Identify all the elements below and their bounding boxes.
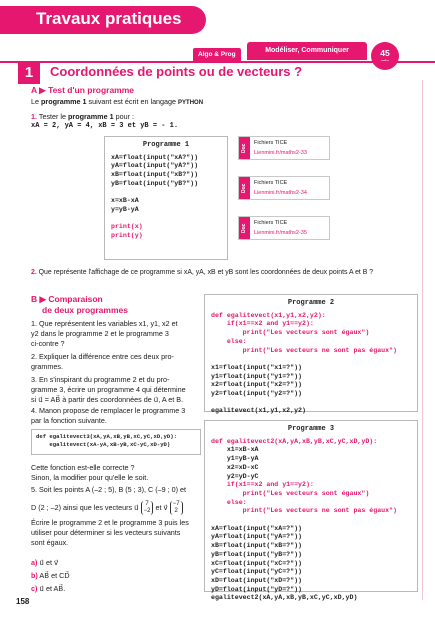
answer-a (31, 558, 70, 568)
doc-tab: Doc (239, 177, 250, 199)
code-line: yA=float(input("yA?")) (111, 162, 199, 170)
line: y2 dans le programme 2 et le programme 3 (31, 329, 169, 338)
exercise-number: 1 (18, 62, 40, 84)
program-3-title: Programme 3 (287, 425, 335, 433)
answer-c (31, 584, 70, 594)
code-line: yD=float(input("yD=?")) (211, 585, 303, 593)
tice-link-2[interactable] (238, 176, 330, 200)
part-a-q1-values: xA = 2, yA = 4, xB = 3 et yB = - 1. (31, 122, 179, 130)
q-number: 2. (31, 269, 37, 276)
code-line: yC=float(input("yC=?")) (211, 568, 303, 576)
intro-bold: programme 1 (41, 97, 87, 106)
doc-tab: Doc (239, 137, 250, 159)
code-line: print("Les vecteurs ne sont pas égaux") (211, 507, 397, 515)
code-line: egalitevect2(xA,yA,xB,yB,xC,yC,xD,yD) (211, 594, 358, 602)
skill-tag: Modéliser, Communiquer (247, 42, 367, 60)
code-line: def egalitevect(x1,y1,x2,y2): (211, 311, 326, 319)
part-b-q2 (31, 352, 197, 372)
part-b-q5 (31, 485, 203, 548)
tice-url: Lienmini.fr/maths2-34 (254, 190, 307, 196)
line: 2. Expliquer la différence entre ces deux pro- (31, 352, 174, 361)
code-line: xB=float(input("xB=?")) (211, 542, 303, 550)
code-line: y1=float(input("y1=?")) (211, 372, 303, 380)
code-line: print(y) (111, 232, 143, 240)
coord: 2 (174, 508, 178, 514)
code-line: xD=float(input("xD=?")) (211, 576, 303, 584)
et-word: et (155, 502, 162, 512)
q-number: 1. (31, 112, 37, 121)
code-line: y2=yD-yC (211, 472, 259, 480)
python-label: PYTHON (178, 100, 204, 106)
code-line: yA=float(input("yA=?")) (211, 533, 303, 541)
header-rule (0, 61, 435, 63)
line: grammes. (31, 362, 63, 371)
program-2-box (204, 294, 418, 415)
part-b-q4 (31, 406, 201, 426)
code-line: xA=float(input("xA=?")) (211, 524, 303, 532)
line: par la fonction suivante. (31, 416, 107, 425)
tice-label: Fichiers TICE (254, 180, 288, 186)
program-3-box (204, 420, 418, 602)
vector-u: u⃗ (134, 502, 139, 512)
code-line: x=xB-xA (111, 197, 139, 205)
code-line (211, 516, 411, 525)
code-line: x2=xD-xC (211, 463, 259, 471)
tice-link-3[interactable] (238, 216, 330, 240)
coord: −2 (143, 508, 151, 514)
line: si u⃗ = AB⃗ à partir des coordonnées de u⃗, A et B. (31, 395, 184, 404)
answer-text: u⃗ et v⃗ (39, 558, 59, 567)
tice-label: Fichiers TICE (254, 140, 288, 146)
line: Sinon, la modifier pour qu'elle le soit. (31, 473, 149, 482)
code-line: xC=float(input("xC=?")) (211, 559, 303, 567)
answer-text: u⃗ et AB⃗. (39, 584, 66, 593)
q-text: Que représente l'affichage de ce programme si xA, yA, xB et yB sont les coordonnées de deux points A et B ? (36, 269, 374, 276)
answer-b (31, 571, 70, 581)
part-b-title-2: de deux programmes (42, 305, 128, 315)
duration-value: 45 (380, 48, 390, 58)
function-egalitevect3-box (31, 429, 201, 455)
line: Cette fonction est-elle correcte ? (31, 463, 135, 472)
coord: −7 (172, 501, 180, 507)
code-line: yB=float(input("yB=?")) (211, 550, 303, 558)
code-line: else: (211, 337, 247, 345)
code-line: print(x) (111, 223, 143, 231)
code-line: if(x1==x2 and y1==y2): (211, 320, 314, 328)
program-1-box (104, 136, 228, 260)
code-line (211, 355, 411, 364)
code-line: def egalitevect3(xA,yA,xB,yB,xC,yC,xD,yD): (36, 433, 177, 440)
program-1-title: Programme 1 (142, 141, 190, 149)
line: 3. En s'inspirant du programme 2 et du pro- (31, 375, 170, 384)
duration-badge (371, 42, 399, 70)
part-b-title: B ▶ Comparaison (31, 294, 103, 304)
program-3-code (211, 438, 411, 603)
line: gramme 3, écrire un programme 4 qui détermine (31, 385, 186, 394)
tice-link-1[interactable] (238, 136, 330, 160)
q-text: Tester le (37, 112, 69, 121)
code-line: xB=float(input("xB?")) (111, 171, 199, 179)
program-1-code (111, 154, 221, 241)
code-line: x1=xB-xA (211, 446, 259, 454)
intro-text: Le (31, 97, 41, 106)
intro-text-2: suivant est écrit en langage (86, 97, 179, 106)
exercise-title: Coordonnées de points ou de vecteurs ? (50, 64, 303, 79)
part-a-title: A ▶ Test d'un programme (31, 85, 135, 95)
line: Écrire le programme 2 et le programme 3 puis les (31, 518, 189, 527)
line: 5. Soit les points A (–2 ; 5), B (5 ; 3), C (–9 ; 0) et (31, 485, 187, 494)
code-line: else: (211, 498, 247, 506)
code-line: print("Les vecteurs sont égaux") (211, 489, 370, 497)
program-2-title: Programme 2 (287, 299, 335, 307)
code-line (111, 215, 221, 224)
algo-prog-tag: Algo & Prog (193, 48, 241, 61)
part-b-q4b (31, 463, 148, 483)
code-line: egalitevect(x1,y1,x2,y2) (211, 407, 306, 415)
code-line (111, 189, 221, 198)
answer-text: AB⃗ et CD⃗ (39, 571, 70, 580)
line: 4. Manon propose de remplacer le programme 3 (31, 406, 186, 415)
code-line: x2=float(input("x2=?")) (211, 381, 303, 389)
part-b-q3 (31, 375, 201, 405)
code-line: if(x1==x2 and y1==y2): (211, 481, 314, 489)
coord: 7 (145, 501, 149, 507)
code-line: y2=float(input("y2=?")) (211, 390, 303, 398)
vector-u-coords (141, 501, 154, 515)
tice-label: Fichiers TICE (254, 220, 288, 226)
line: ci-contre ? (31, 339, 65, 348)
doc-tab: Doc (239, 217, 250, 239)
part-b-q1 (31, 319, 197, 349)
vector-v: v⃗ (163, 502, 168, 512)
vector-v-coords (170, 501, 183, 515)
tice-url: Lienmini.fr/maths2-35 (254, 230, 307, 236)
answer-label: a) (31, 558, 38, 567)
answer-label: c) (31, 584, 38, 593)
line: sont égaux. (31, 538, 69, 547)
page-number: 158 (16, 597, 30, 606)
code-line: y1=yB-yA (211, 455, 259, 463)
page-title: Travaux pratiques (36, 9, 182, 28)
answer-list (31, 558, 70, 594)
program-2-code (211, 312, 411, 416)
part-a-intro (31, 97, 203, 108)
code-line: print("Les vecteurs ne sont pas égaux") (211, 346, 397, 354)
q-bold: programme 1 (68, 112, 114, 121)
answer-label: b) (31, 571, 38, 580)
code-line: yB=float(input("yB?")) (111, 179, 199, 187)
code-line: print("Les vecteurs sont égaux") (211, 329, 370, 337)
code-line: xA=float(input("xA?")) (111, 153, 199, 161)
code-line: def egalitevect2(xA,yA,xB,yB,xC,yC,xD,yD): (211, 437, 378, 445)
code-line: egalitevect(xA-yA,xB-yB,xC-yC,xD-yD) (36, 441, 171, 448)
q-text-2: pour : (113, 112, 134, 121)
vectors-line (31, 501, 203, 515)
line: 1. Que représentent les variables x1, y1, x2 et (31, 319, 178, 328)
line: utiliser pour déterminer si les vecteurs suivants (31, 528, 181, 537)
code-line: y=yB-yA (111, 205, 139, 213)
code-line (211, 399, 411, 408)
margin-rule (422, 80, 423, 600)
tice-url: Lienmini.fr/maths2-33 (254, 150, 307, 156)
line: D (2 ; –2) ainsi que les vecteurs (31, 502, 133, 512)
part-a-q2 (31, 268, 373, 278)
code-line: x1=float(input("x1=?")) (211, 363, 303, 371)
